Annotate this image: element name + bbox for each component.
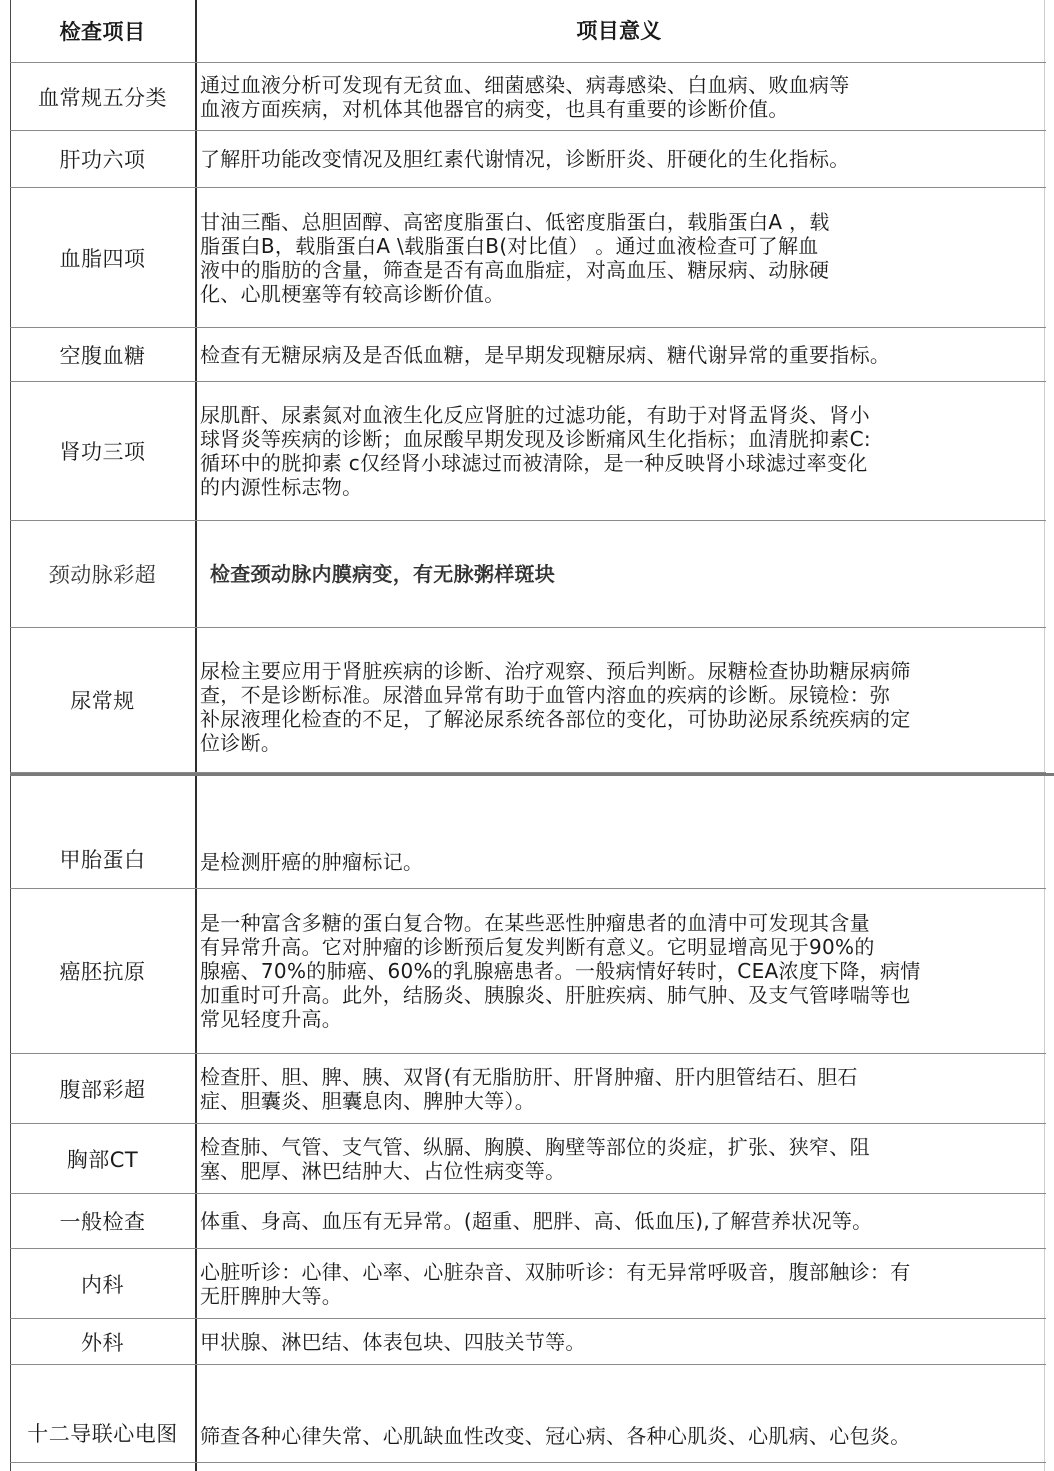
row-item: 甲胎蛋白 bbox=[59, 848, 146, 872]
row-meaning: 是检测肝癌的肿瘤标记。 bbox=[200, 850, 424, 874]
row-item: 胸部CT bbox=[66, 1147, 139, 1172]
row-item: 尿常规 bbox=[70, 689, 135, 713]
row-item: 癌胚抗原 bbox=[59, 960, 146, 984]
row-item: 肾功三项 bbox=[59, 440, 146, 464]
table-row bbox=[10, 521, 1046, 628]
table-row bbox=[10, 889, 1046, 1054]
row-meaning: 尿检主要应用于肾脏疾病的诊断、治疗观察、预后判断。尿糖检查协助糖尿病筛 查，不是诊断标准。尿潜血异常有助于血管内溶血的疾病的诊断。尿镜检：弥 补尿液理化检查的不足，了解泌尿系统各部位的变化，可协助泌尿系统疾病的定 位诊断。 bbox=[200, 659, 911, 755]
row-meaning: 检查肝、胆、脾、胰、双肾(有无脂肪肝、肝肾肿瘤、肝内胆管结石、胆石 症、胆囊炎、胆囊息肉、脾肿大等）。 bbox=[200, 1064, 858, 1113]
row-meaning: 是一种富含多糖的蛋白复合物。在某些恶性肿瘤患者的血清中可发现其含量 有异常升高。它对肿瘤的诊断预后复发判断有意义。它明显增高见于90%的 腺癌、70%的肺癌、60%的乳腺癌患者。一般病情好转时，CEA浓度下降，病情 加重时可升高。此外，结肠炎、胰腺炎、肝脏疾病、肺气肿、及支气管哮喘等也 常见轻度升高。 bbox=[200, 911, 921, 1031]
row-item: 颈动脉彩超 bbox=[48, 563, 157, 587]
table-row bbox=[10, 1124, 1046, 1194]
row-item: 一般检查 bbox=[59, 1210, 146, 1234]
table-row bbox=[10, 382, 1046, 521]
row-item: 内科 bbox=[81, 1272, 124, 1297]
row-item: 血常规五分类 bbox=[38, 85, 167, 110]
row-meaning: 检查肺、气管、支气管、纵膈、胸膜、胸壁等部位的炎症，扩张、狭窄、阻 塞、肥厚、淋巴结肿大、占位性病变等。 bbox=[200, 1134, 870, 1183]
table-row bbox=[10, 628, 1046, 773]
row-meaning: 通过血液分析可发现有无贫血、细菌感染、病毒感染、白血病、败血病等 血液方面疾病，对机体其他器官的病变，也具有重要的诊断价值。 bbox=[200, 72, 850, 121]
table-row bbox=[10, 1194, 1046, 1249]
row-meaning: 了解肝功能改变情况及胆红素代谢情况，诊断肝炎、肝硬化的生化指标。 bbox=[200, 147, 850, 171]
table-row bbox=[10, 1249, 1046, 1319]
row-meaning: 甘油三酯、总胆固醇、高密度脂蛋白、低密度脂蛋白，载脂蛋白A ，载 脂蛋白B，载脂蛋白A \载脂蛋白B(对比值） 。通过血液检查可了解血 液中的脂肪的含量，筛查是否有高血脂症，对高血压、糖尿病、动脉硬 化、心肌梗塞等有较高诊断价值。 bbox=[200, 209, 830, 306]
table-row bbox=[10, 1319, 1046, 1365]
header-item: 检查项目 bbox=[59, 20, 146, 44]
row-item: 腹部彩超 bbox=[59, 1077, 146, 1102]
header-meaning: 项目意义 bbox=[576, 19, 662, 43]
row-meaning: 体重、身高、血压有无异常。(超重、肥胖、高、低血压),了解营养状况等。 bbox=[200, 1209, 873, 1233]
table-row bbox=[10, 188, 1046, 328]
table-row bbox=[10, 328, 1046, 382]
table-row bbox=[10, 1054, 1046, 1124]
table-row bbox=[10, 776, 1046, 889]
row-meaning: 尿肌酐、尿素氮对血液生化反应肾脏的过滤功能，有助于对肾盂肾炎、肾小 球肾炎等疾病的诊断；血尿酸早期发现及诊断痛风生化指标；血清胱抑素C: 循环中的胱抑素 c仅经肾小球滤过而被清除，是一种反映肾小球滤过率变化 的内源性标志物。 bbox=[200, 403, 871, 499]
table-header bbox=[10, 0, 1046, 63]
row-meaning: 筛查各种心律失常、心肌缺血性改变、冠心病、各种心肌炎、心肌病、心包炎。 bbox=[200, 1424, 911, 1448]
row-item: 外科 bbox=[81, 1330, 124, 1355]
row-meaning: 检查颈动脉内膜病变，有无脉粥样斑块 bbox=[210, 562, 556, 586]
row-meaning: 甲状腺、淋巴结、体表包块、四肢关节等。 bbox=[200, 1329, 586, 1354]
row-item: 十二导联心电图 bbox=[27, 1422, 178, 1446]
table-row bbox=[10, 63, 1046, 131]
row-item: 空腹血糖 bbox=[59, 343, 146, 368]
row-item: 肝功六项 bbox=[59, 148, 146, 172]
row-meaning: 心脏听诊：心律、心率、心脏杂音、双肺听诊：有无异常呼吸音，腹部触诊：有 无肝脾肿大等。 bbox=[200, 1259, 911, 1308]
row-item: 血脂四项 bbox=[59, 246, 146, 271]
table-row bbox=[10, 131, 1046, 188]
table-row bbox=[10, 1365, 1046, 1463]
row-meaning: 检查有无糖尿病及是否低血糖，是早期发现糖尿病、糖代谢异常的重要指标。 bbox=[200, 342, 891, 367]
